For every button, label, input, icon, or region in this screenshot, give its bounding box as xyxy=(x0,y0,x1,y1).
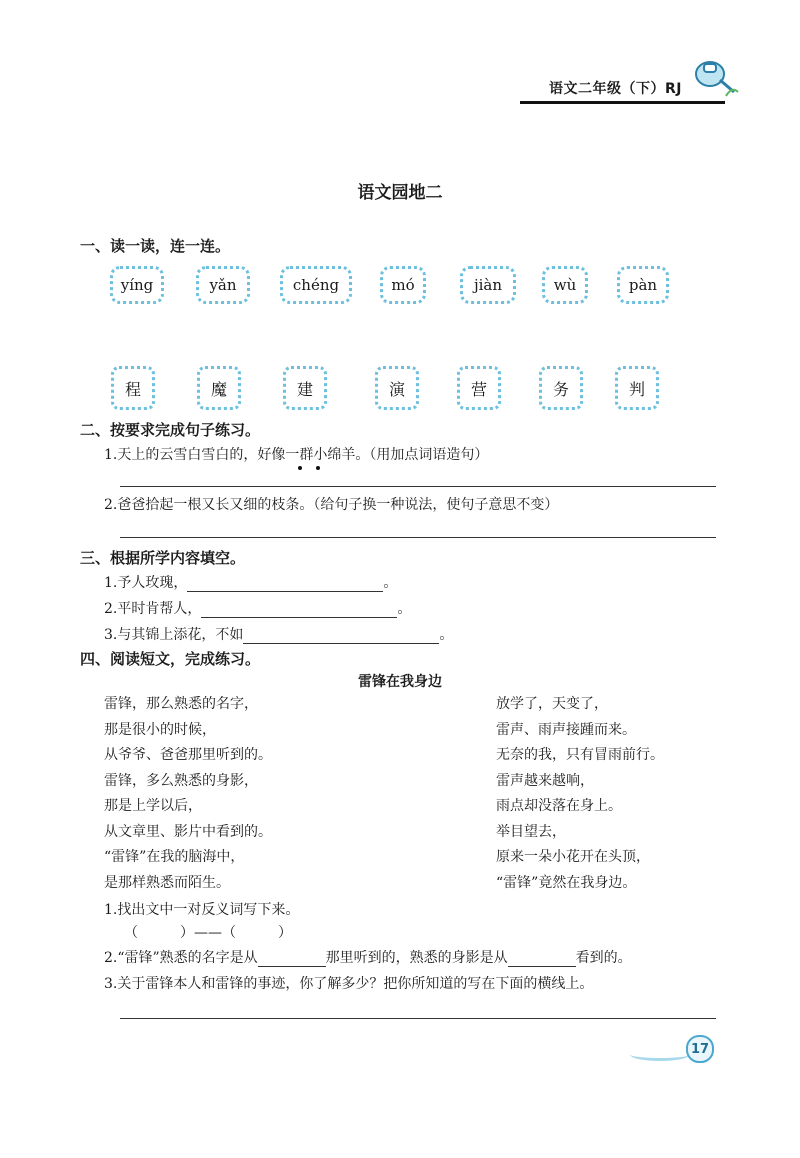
section4-question-1: 1.找出文中一对反义词写下来。 xyxy=(104,902,300,918)
hanzi-card[interactable]: 营 xyxy=(457,366,501,410)
hanzi-card[interactable]: 务 xyxy=(539,366,583,410)
pinyin-card[interactable]: chéng xyxy=(280,266,352,304)
section4-question-2 xyxy=(104,947,632,967)
section2-heading: 二、按要求完成句子练习。 xyxy=(80,421,261,439)
poem-line: “雷锋”竟然在我身边。 xyxy=(496,874,637,891)
fill-item-prefix: 3.与其锦上添花，不如 xyxy=(104,627,244,643)
pinyin-card[interactable]: mó xyxy=(380,266,426,304)
section4-heading: 四、阅读短文，完成练习。 xyxy=(80,650,261,668)
fill-item xyxy=(104,598,411,618)
fill-item xyxy=(104,624,453,644)
section4-question-3: 3.关于雷锋本人和雷锋的事迹，你了解多少？把你所知道的写在下面的横线上。 xyxy=(104,976,594,992)
fill-item xyxy=(104,572,397,592)
hanzi-card[interactable]: 判 xyxy=(615,366,659,410)
fill-blank[interactable] xyxy=(258,950,326,967)
pinyin-card[interactable]: jiàn xyxy=(460,266,516,304)
poem-line: 举目望去， xyxy=(496,823,566,840)
q2-text-part: 看到的。 xyxy=(575,950,632,966)
section2-question-2: 2.爸爸拾起一根又长又细的枝条。（给句子换一种说法，使句子意思不变） xyxy=(104,497,559,513)
q2-text-part: 那里听到的，熟悉的身影是从 xyxy=(325,950,508,966)
poem-line: 从文章里、影片中看到的。 xyxy=(104,823,272,840)
hanzi-card[interactable]: 魔 xyxy=(197,366,241,410)
pinyin-card[interactable]: wù xyxy=(542,266,588,304)
hanzi-card[interactable]: 建 xyxy=(283,366,327,410)
decorative-swoosh xyxy=(630,1048,690,1061)
watering-can-icon xyxy=(690,52,742,102)
pinyin-card[interactable]: pàn xyxy=(617,266,669,304)
fill-item-prefix: 2.平时肯帮人， xyxy=(104,601,202,617)
poem-line: 雨点却没落在身上。 xyxy=(496,798,622,814)
fill-blank[interactable] xyxy=(243,627,439,644)
fill-item-suffix: 。 xyxy=(383,575,398,591)
poem-line: 雷声越来越响， xyxy=(496,772,594,789)
pinyin-card[interactable]: yǎn xyxy=(196,266,250,304)
fill-blank[interactable] xyxy=(201,601,397,618)
fill-blank[interactable] xyxy=(187,575,383,592)
poem-line: 雷声、雨声接踵而来。 xyxy=(496,721,636,738)
poem-left-column xyxy=(104,692,272,896)
page-number: 17 xyxy=(686,1035,714,1063)
header-subject: 语文二年级（下）RJ xyxy=(549,81,682,97)
emphasis-dot xyxy=(316,466,320,470)
fill-item-suffix: 。 xyxy=(439,627,454,643)
poem-line: “雷锋”在我的脑海中， xyxy=(104,849,245,865)
poem-line: 雷锋，多么熟悉的身影， xyxy=(104,772,258,789)
section3-heading: 三、根据所学内容填空。 xyxy=(80,549,246,567)
poem-line: 原来一朵小花开在头顶， xyxy=(496,849,650,865)
poem-title: 雷锋在我身边 xyxy=(358,674,442,690)
fill-blank[interactable] xyxy=(508,950,576,967)
poem-line: 放学了，天变了， xyxy=(496,696,608,712)
answer-line[interactable] xyxy=(120,537,716,538)
section2-question-1: 1.天上的云雪白雪白的，好像一群小绵羊。（用加点词语造句） xyxy=(104,447,489,463)
poem-line: 那是很小的时候， xyxy=(104,721,216,738)
poem-line: 那是上学以后， xyxy=(104,798,202,814)
emphasis-dot xyxy=(298,466,302,470)
poem-line: 无奈的我，只有冒雨前行。 xyxy=(496,747,664,763)
page-title: 语文园地二 xyxy=(357,183,443,203)
q2-text-part: 2.“雷锋”熟悉的名字是从 xyxy=(104,950,258,966)
answer-line[interactable] xyxy=(120,486,716,487)
section1-heading: 一、读一读，连一连。 xyxy=(80,237,231,255)
poem-right-column xyxy=(496,692,664,896)
fill-item-prefix: 1.予人玫瑰， xyxy=(104,575,188,591)
pinyin-card[interactable]: yíng xyxy=(110,266,164,304)
hanzi-card[interactable]: 程 xyxy=(111,366,155,410)
poem-line: 是那样熟悉而陌生。 xyxy=(104,874,230,891)
poem-line: 从爷爷、爸爸那里听到的。 xyxy=(104,747,272,763)
poem-line: 雷锋，那么熟悉的名字， xyxy=(104,696,258,712)
hanzi-card[interactable]: 演 xyxy=(375,366,419,410)
answer-line[interactable] xyxy=(120,1018,716,1019)
fill-item-suffix: 。 xyxy=(397,601,412,617)
antonym-blanks[interactable]: （ ）——（ ） xyxy=(124,925,292,941)
